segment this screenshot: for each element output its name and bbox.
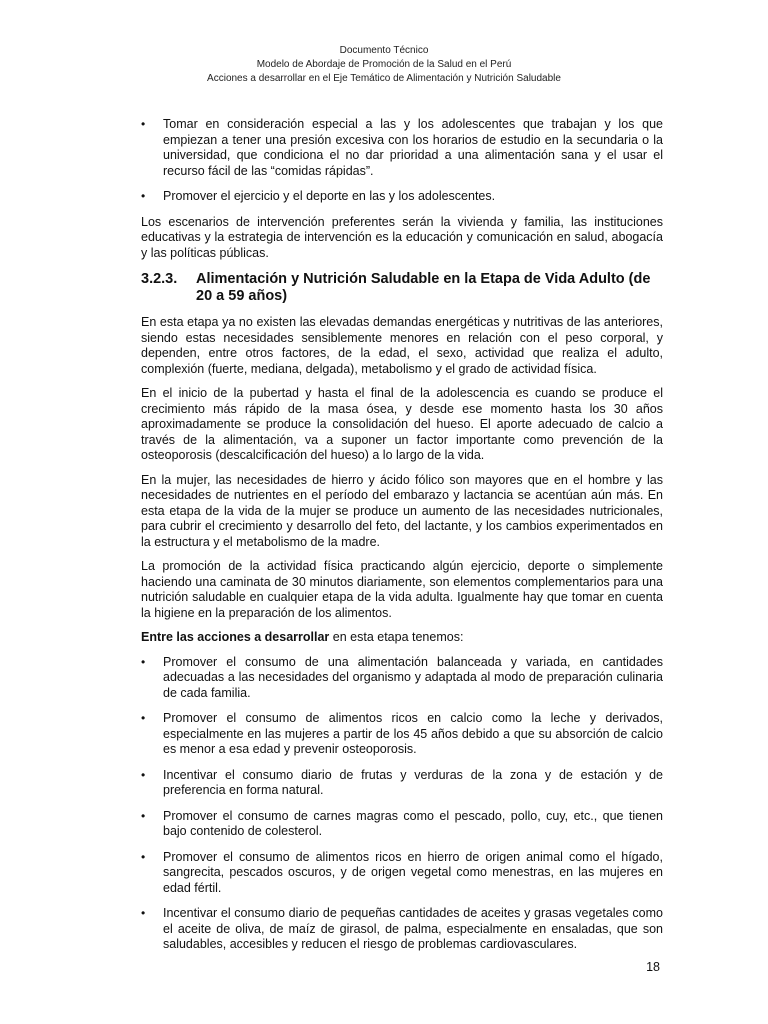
bullet-icon: •	[141, 117, 146, 131]
bullet-icon: •	[141, 906, 146, 920]
list-item	[141, 809, 663, 840]
paragraph-scenarios: Los escenarios de intervención preferentes serán la vivienda y familia, las instituciones educativas y la estrategia de intervención es la educación y comunicación en salud, abogacía y las políticas públicas.	[141, 214, 663, 260]
actions-bullet-list	[141, 655, 663, 953]
list-item	[141, 189, 663, 205]
actions-intro-bold: Entre las acciones a desarrollar	[141, 630, 330, 644]
list-item-text: Promover el consumo de alimentos ricos en hierro de origen animal como el hígado, sangrecita, pescados oscuros, y de origen vegetal como menestras, en las mujeres en edad fértil.	[163, 849, 663, 895]
bullet-icon: •	[141, 808, 146, 823]
actions-intro	[141, 630, 663, 646]
list-item-text: Promover el consumo de alimentos ricos en calcio como la leche y derivados, especialmente en las mujeres a partir de los 45 años debido a que su absorción de calcio es menor a esa edad y prevenir osteoporosis.	[163, 711, 663, 756]
list-item	[141, 655, 663, 702]
page-header	[0, 44, 768, 86]
list-item	[141, 117, 663, 179]
header-line-2: Modelo de Abordaje de Promoción de la Salud en el Perú	[256, 59, 512, 70]
list-item-text: Promover el consumo de carnes magras como el pescado, pollo, cuy, etc., que tienen bajo contenido de colesterol.	[163, 808, 663, 838]
page-number: 18	[646, 960, 660, 974]
bullet-icon: •	[141, 767, 146, 782]
paragraph: En esta etapa ya no existen las elevadas demandas energéticas y nutritivas de las anteriores, siendo estas necesidades sensiblemente menores en relación con el peso corporal, y dependen, entre otros factores, de la edad, el sexo, actividad que realiza el adulto, complexión (fuerte, mediana, delgada), metabolismo y el grado de actividad física.	[141, 315, 663, 376]
bullet-icon: •	[141, 849, 146, 864]
bullet-icon: •	[141, 711, 146, 725]
list-item	[141, 850, 663, 897]
section-heading	[141, 271, 663, 305]
header-line-1: Documento Técnico	[339, 45, 429, 56]
bullet-icon: •	[141, 189, 146, 203]
paragraph: En el inicio de la pubertad y hasta el final de la adolescencia es cuando se produce el crecimiento más rápido de la masa ósea, y desde ese momento hasta los 30 años aproximadamente se produce la consolidación del hueso. El aporte adecuado de calcio a través de la alimentación, va a suponer un factor importante como prevención de la osteoporosis (descalcificación del hueso) a lo largo de la vida.	[141, 386, 663, 462]
paragraph: La promoción de la actividad física practicando algún ejercicio, deporte o simplemente haciendo una caminata de 30 minutos diariamente, son elementos complementarios para una nutrición saludable en cualquier etapa de la vida adulta. Igualmente hay que tomar en cuenta la higiene en la preparación de los alimentos.	[141, 559, 663, 620]
list-item	[141, 906, 663, 953]
section-title: Alimentación y Nutrición Saludable en la Etapa de Vida Adulto (de 20 a 59 años)	[196, 271, 651, 304]
actions-intro-rest: en esta etapa tenemos:	[329, 630, 464, 644]
list-item-text: Tomar en consideración especial a las y los adolescentes que trabajan y los que empiezan a tener una presión excesiva con los horarios de estudio en la secundaria o la universidad, que condiciona el no dar prioridad a una alimentación sana y el usar el recurso fácil de las “comidas rápidas”.	[163, 117, 663, 178]
bullet-icon: •	[141, 654, 146, 669]
section-number: 3.2.3.	[141, 271, 178, 287]
paragraph: En la mujer, las necesidades de hierro y ácido fólico son mayores que en el hombre y las necesidades de nutrientes en el período del embarazo y lactancia se acentúan aún más. En esta etapa de la vida de la mujer se produce un aumento de las necesidades nutricionales, para cubrir el crecimiento y desarrollo del feto, del lactante, y los cambios experimentados en la estructura y el metabolismo de la madre.	[141, 472, 663, 549]
list-item-text: Promover el ejercicio y el deporte en las y los adolescentes.	[163, 189, 496, 203]
top-bullet-list	[141, 117, 663, 205]
page-body	[141, 117, 663, 963]
header-line-3: Acciones a desarrollar en el Eje Temático de Alimentación y Nutrición Saludable	[207, 73, 561, 84]
list-item	[141, 768, 663, 799]
list-item	[141, 711, 663, 758]
list-item-text: Promover el consumo de una alimentación balanceada y variada, en cantidades adecuadas a las necesidades del organismo y adaptada al modo de preparación culinaria de cada familia.	[163, 654, 663, 700]
list-item-text: Incentivar el consumo diario de frutas y verduras de la zona y de estación y de preferencia en forma natural.	[163, 767, 663, 797]
list-item-text: Incentivar el consumo diario de pequeñas cantidades de aceites y grasas vegetales como el aceite de oliva, de maíz de girasol, de palma, especialmente en ensaladas, que son saludables, accesibles y reducen el riesgo de problemas cardiovasculares.	[163, 906, 663, 951]
